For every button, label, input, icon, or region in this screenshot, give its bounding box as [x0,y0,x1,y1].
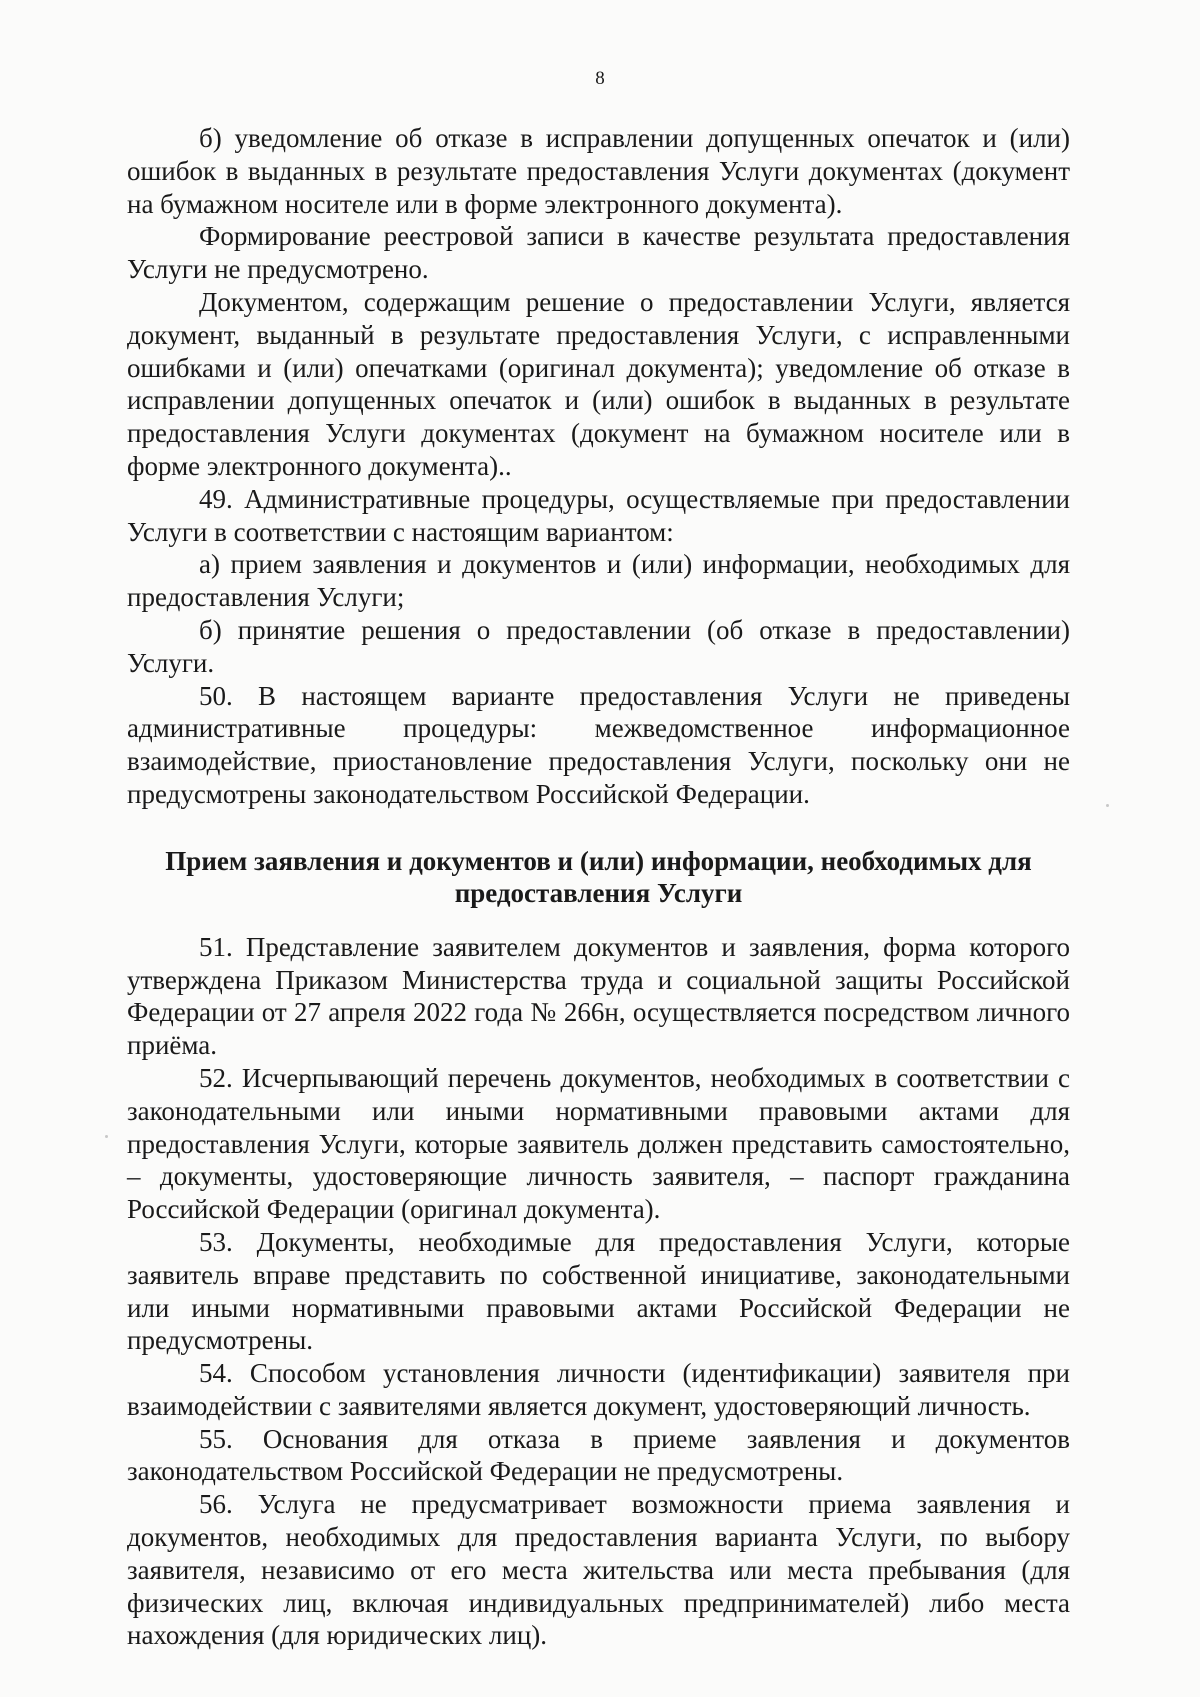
section-heading: Прием заявления и документов и (или) информации, необходимых для предоставления Услуги [165,845,1032,908]
paragraph-notice-refusal: б) уведомление об отказе в исправлении допущенных опечаток и (или) ошибок в выданных в результате предоставления Услуги документах (документ на бумажном носителе или в форме электронного документа). [127,123,1070,219]
document-body [127,122,1070,1652]
paragraph-registry-record: Формирование реестровой записи в качестве результата предоставления Услуги не предусмотрено. [127,221,1070,285]
paragraph-52: 52. Исчерпывающий перечень документов, необходимых в соответствии с законодательными или иными нормативными правовыми актами для предоставления Услуги, которые заявитель должен представить самостоятельно, – документы, удостоверяющие личность заявителя, – паспорт гражданина Российской Федерации (оригинал документа). [127,1062,1070,1225]
paragraph-decision-document: Документом, содержащим решение о предоставлении Услуги, является документ, выданный в результате предоставления Услуги, с исправленными ошибками и (или) опечатками (оригинал документа); уведомление об отказе в исправлении допущенных опечаток и (или) ошибок в выданных в результате предоставления Услуги документах (документ на бумажном носителе или в форме электронного документа).. [127,286,1070,481]
paragraph-49: 49. Административные процедуры, осуществляемые при предоставлении Услуги в соответствии с настоящим вариантом: [127,483,1070,547]
page-number: 8 [595,68,605,89]
paragraph-49-b: б) принятие решения о предоставлении (об отказе в предоставлении) Услуги. [127,614,1070,678]
paragraph-49-a: а) прием заявления и документов и (или) информации, необходимых для предоставления Услуги; [127,549,1070,613]
paragraph-50: 50. В настоящем варианте предоставления Услуги не приведены административные процедуры: межведомственное информационное взаимодействие, приостановление предоставления Услуги, поскольку они не предусмотрены законодательством Российской Федерации. [127,680,1070,809]
paragraph-55: 55. Основания для отказа в приеме заявления и документов законодательством Российской Федерации не предусмотрены. [127,1423,1070,1487]
paragraph-51: 51. Представление заявителем документов и заявления, форма которого утверждена Приказом Министерства труда и социальной защиты Российской Федерации от 27 апреля 2022 года № 266н, осуществляется посредством личного приёма. [127,931,1070,1061]
scan-speck [105,1135,108,1138]
paragraph-53: 53. Документы, необходимые для предоставления Услуги, которые заявитель вправе представить по собственной инициативе, законодательными или иными нормативными правовыми актами Российской Федерации не предусмотрены. [127,1226,1070,1356]
paragraph-54: 54. Способом установления личности (идентификации) заявителя при взаимодействии с заявителями является документ, удостоверяющий личность. [127,1358,1070,1421]
scan-speck [1106,804,1109,807]
paragraph-56: 56. Услуга не предусматривает возможности приема заявления и документов, необходимых для предоставления варианта Услуги, по выбору заявителя, независимо от его места жительства или места пребывания (для физических лиц, включая индивидуальных предпринимателей) либо места нахождения (для юридических лиц). [127,1489,1070,1651]
